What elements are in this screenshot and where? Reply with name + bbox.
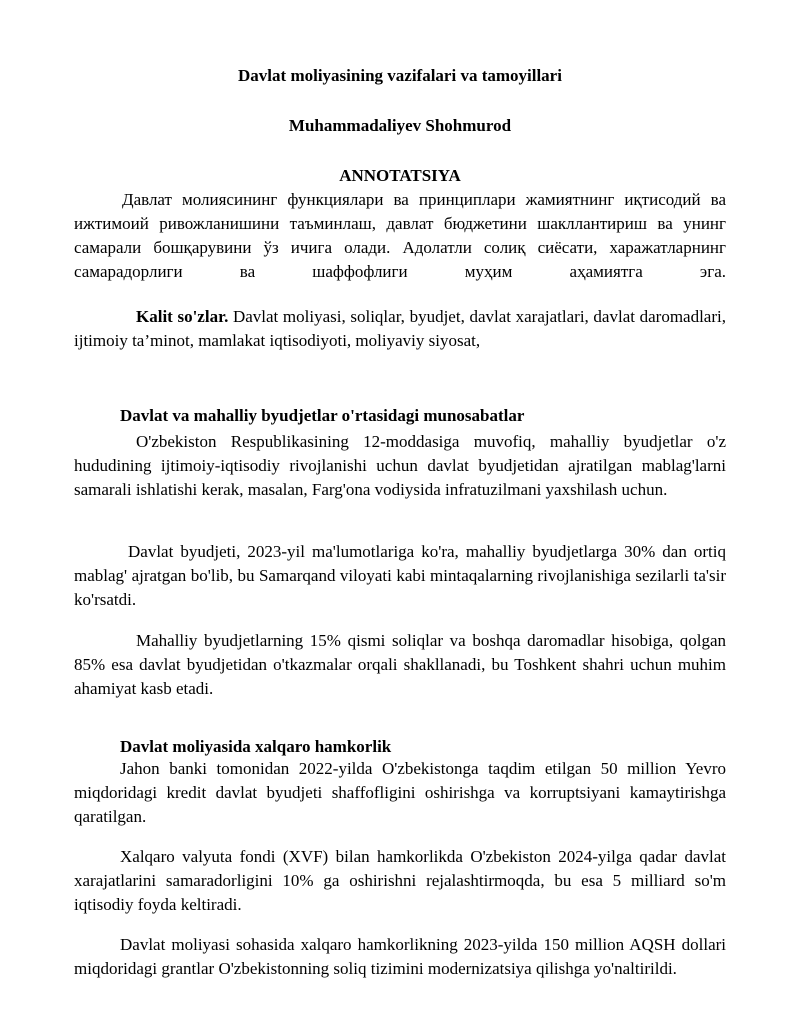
section2-paragraph: Davlat moliyasi sohasida xalqaro hamkorlikning 2023-yilda 150 million AQSH dollari miqdoridagi grantlar O'zbekistonning soliq tizimini modernizatsiya qilishga yo'naltirildi. bbox=[74, 935, 726, 978]
paper-title: Davlat moliyasining vazifalari va tamoyillari bbox=[238, 66, 562, 85]
annotation-text: Давлат молиясининг функциялари ва принциплари жамиятнинг иқтисодий ва ижтимоий ривожланишини таъминлаш, давлат бюджетини шакллантириш ва унинг самарали бошқарувини ўз ичига олади. Адолатли солиқ сиёсати, харажатларнинг самарадорлиги ва шаффофлиги муҳим аҳамиятга эга. bbox=[74, 190, 726, 281]
section2-paragraph: Jahon banki tomonidan 2022-yilda O'zbekistonga taqdim etilgan 50 million Yevro miqdoridagi kredit davlat byudjeti shaffofligini oshirishga va korruptsiyani kamaytirishga qaratilgan. bbox=[74, 759, 726, 826]
section1-paragraph: Davlat byudjeti, 2023-yil ma'lumotlariga ko'ra, mahalliy byudjetlarga 30% dan ortiq mablag' ajratgan bo'lib, bu Samarqand viloyati kabi mintaqalarning rivojlanishiga sezilarli ta'sir ko'rsatdi. bbox=[74, 542, 726, 609]
section-heading-budgets: Davlat va mahalliy byudjetlar o'rtasidagi munosabatlar bbox=[120, 406, 525, 425]
keywords-paragraph bbox=[74, 305, 726, 353]
section2-paragraph: Xalqaro valyuta fondi (XVF) bilan hamkorlikda O'zbekiston 2024-yilga qadar davlat xarajatlarini samaradorligini 10% ga oshirishni rejalashtirmoqda, bu esa 5 milliard so'm iqtisodiy foyda keltiradi. bbox=[74, 847, 726, 914]
keywords-text: Davlat moliyasi, soliqlar, byudjet, davlat xarajatlari, davlat daromadlari, ijtimoiy ta’minot, mamlakat iqtisodiyoti, moliyaviy siyosat, bbox=[74, 307, 726, 350]
keywords-label: Kalit so'zlar. bbox=[136, 307, 229, 326]
annotation-heading: ANNOTATSIYA bbox=[339, 166, 461, 185]
section1-paragraph: Mahalliy byudjetlarning 15% qismi soliqlar va boshqa daromadlar hisobiga, qolgan 85% esa davlat byudjetidan o'tkazmalar orqali shakllanadi, bu Toshkent shahri uchun muhim ahamiyat kasb etadi. bbox=[74, 631, 726, 698]
section-heading-international: Davlat moliyasida xalqaro hamkorlik bbox=[120, 737, 392, 756]
author-name: Muhammadaliyev Shohmurod bbox=[288, 116, 512, 135]
section1-paragraph: O'zbekiston Respublikasining 12-moddasiga muvofiq, mahalliy byudjetlar o'z hududining ijtimoiy-iqtisodiy rivojlanishi uchun davlat byudjetidan ajratilgan mablag'larni samarali ishlatishi kerak, masalan, Farg'ona vodiysida infratuzilmani yaxshilash uchun. bbox=[74, 432, 726, 499]
